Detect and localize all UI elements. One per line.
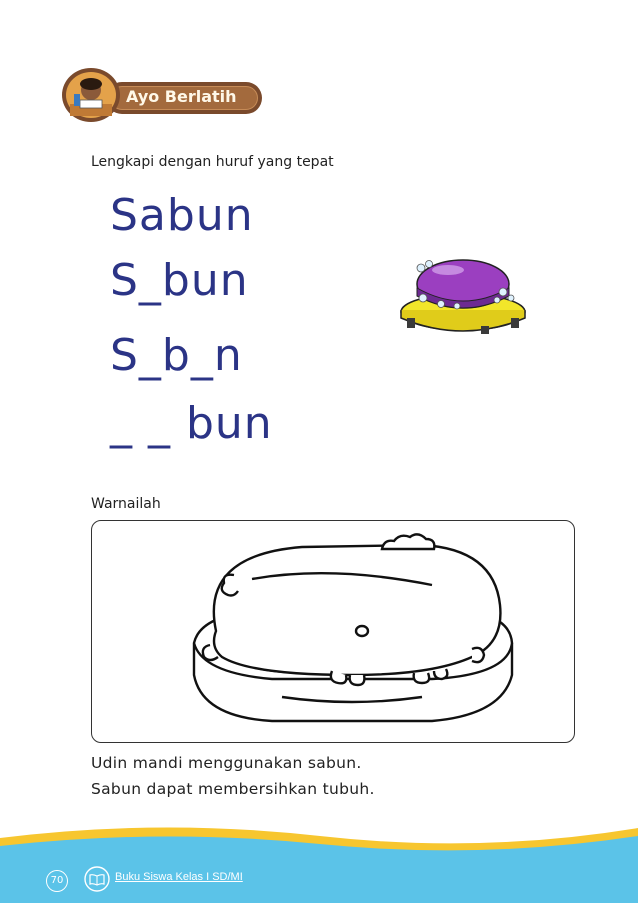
word-blank-3: _ _ bun — [110, 398, 273, 449]
student-reading-icon — [60, 66, 122, 124]
word-blank-1: S_bun — [110, 255, 249, 306]
sentence-1: Udin mandi menggunakan sabun. — [91, 754, 362, 772]
soap-illustration — [393, 252, 533, 342]
book-icon — [83, 866, 111, 892]
exercise-instruction: Lengkapi dengan huruf yang tepat — [91, 154, 334, 170]
coloring-area[interactable] — [91, 520, 575, 743]
badge-label: Ayo Berlatih — [126, 87, 237, 106]
soap-outline-drawing — [182, 525, 522, 737]
word-complete: Sabun — [110, 190, 254, 241]
sentence-2: Sabun dapat membersihkan tubuh. — [91, 780, 375, 798]
word-blank-2: S_b_n — [110, 330, 243, 381]
coloring-instruction: Warnailah — [91, 496, 161, 512]
book-title-link[interactable]: Buku Siswa Kelas I SD/MI — [115, 871, 243, 883]
page-number: 70 — [46, 870, 68, 892]
section-badge — [60, 66, 265, 124]
